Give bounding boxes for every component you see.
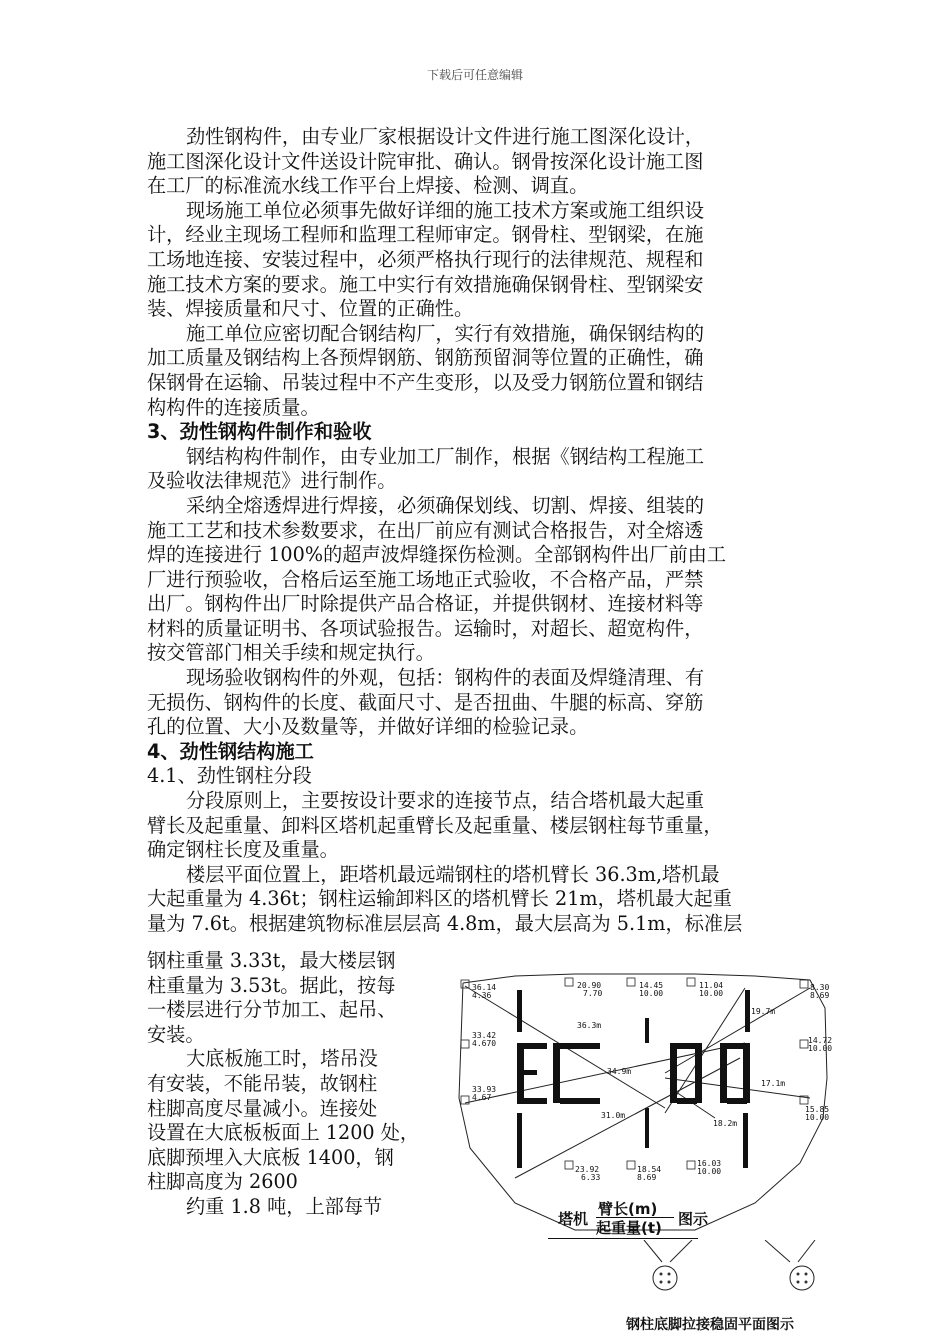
boom-line (665, 988, 810, 1073)
text-line: 柱脚高度尽量减小。连接处 (147, 1096, 378, 1120)
text-line: 大底板施工时，塔吊没 (186, 1047, 378, 1071)
label: 10.00 (639, 989, 664, 998)
label: 6.33 (581, 1173, 601, 1182)
subsection-heading-4-1: 4.1、劲性钢柱分段 (147, 764, 312, 788)
label: 14.45 (639, 981, 664, 990)
legend-suffix: 图示 (678, 1210, 709, 1228)
label: 7.70 (583, 989, 603, 998)
text-line: 及验收法律规范》进行制作。 (147, 469, 397, 493)
text-line: 施工工艺和技术参数要求，在出厂前应有测试合格报告，对全熔透 (147, 518, 704, 542)
boom-line (665, 1078, 810, 1098)
radius-label: 31.0m (601, 1111, 626, 1120)
section-heading-4: 4、劲性钢结构施工 (147, 739, 314, 763)
text-line: 钢结构构件制作，由专业加工厂制作，根据《钢结构工程施工 (186, 444, 705, 468)
label: 10.00 (699, 989, 724, 998)
label: 20.90 (577, 981, 602, 990)
text-line: 现场验收钢构件的外观，包括：钢构件的表面及焊缝清理、有 (186, 666, 705, 690)
label: 18.54 (637, 1165, 662, 1174)
text-line: 采纳全熔透焊进行焊接，必须确保划线、切割、焊接、组装的 (186, 493, 705, 517)
label: 10.00 (697, 1167, 722, 1176)
label: 11.04 (699, 981, 724, 990)
radius-label: 18.2m (713, 1119, 738, 1128)
text-line: 设置在大底板板面上 1200 处， (147, 1121, 420, 1145)
text-line: 构构件的连接质量。 (147, 395, 320, 419)
radius-label: 34.9m (607, 1067, 632, 1076)
boom-line (465, 1043, 745, 1103)
label: 4.36 (472, 991, 492, 1000)
radius-label: 19.7m (751, 1007, 776, 1016)
anchor-caption: 钢柱底脚拉接稳固平面图示 (626, 1317, 794, 1333)
core-walls (517, 990, 750, 1168)
text-line: 在工厂的标准流水线工作平台上焊接、检测、调直。 (147, 174, 589, 198)
text-line: 柱脚高度为 2600 (147, 1170, 298, 1194)
text-line: 施工图深化设计文件送设计院审批、确认。钢骨按深化设计施工图 (147, 149, 704, 173)
section-heading-3: 3、劲性钢构件制作和验收 (147, 420, 372, 444)
text-line: 材料的质量证明书、各项试验报告。运输时，对超长、超宽构件， (147, 616, 704, 640)
text-line: 加工质量及钢结构上各预焊钢筋、钢筋预留洞等位置的正确性，确 (147, 346, 704, 370)
text-line: 现场施工单位必须事先做好详细的施工技术方案或施工组织设 (186, 198, 705, 222)
label: 4.670 (472, 1039, 497, 1048)
radius-label: 17.1m (761, 1079, 786, 1088)
legend-underline (548, 1238, 698, 1239)
text-line: 孔的位置、大小及数量等，并做好详细的检验记录。 (147, 715, 589, 739)
legend-numerator: 臂长(m) (598, 1200, 658, 1218)
label: 15.85 (805, 1105, 830, 1114)
text-line: 一楼层进行分节加工、起吊、 (147, 998, 397, 1022)
text-line: 工场地连接、安装过程中，必须严格执行现行的法律规范、规程和 (147, 247, 704, 271)
text-line: 量为 7.6t。根据建筑物标准层层高 4.8m，最大层高为 5.1m，标准层 (147, 912, 743, 935)
main-text (147, 125, 819, 937)
label: 4.67 (472, 1093, 492, 1102)
text-line: 钢柱重量 3.33t，最大楼层钢 (147, 949, 396, 972)
label: 8.30 (810, 983, 830, 992)
text-line: 焊的连接进行 100%的超声波焊缝探伤检测。全部钢构件出厂前由工 (147, 543, 727, 567)
text-line: 底脚预埋入大底板 1400，钢 (147, 1145, 394, 1169)
text-line: 楼层平面位置上，距塔机最远端钢柱的塔机臂长 36.3m,塔机最 (186, 862, 720, 886)
label: 14.72 (808, 1036, 833, 1045)
label: 8.69 (810, 991, 830, 1000)
text-line: 分段原则上，主要按设计要求的连接节点，结合塔机最大起重 (186, 789, 705, 813)
text-line: 厂进行预验收，合格后运至施工场地正式验收，不合格产品，严禁 (147, 567, 704, 591)
label: 23.92 (575, 1165, 600, 1174)
text-line: 柱重量为 3.53t。据此，按每 (147, 973, 396, 997)
label: 8.69 (637, 1173, 657, 1182)
label: 16.03 (697, 1159, 722, 1168)
text-line: 安装。 (147, 1022, 205, 1046)
text-line: 劲性钢构件，由专业厂家根据设计文件进行施工图深化设计， (186, 125, 705, 148)
text-line: 计，经业主现场工程师和监理工程师审定。钢骨柱、型钢梁，在施 (147, 223, 704, 247)
legend-denominator: 起重量(t) (596, 1219, 662, 1237)
legend-prefix: 塔机 (558, 1210, 589, 1228)
text-line: 臂长及起重量、卸料区塔机起重臂长及起重量、楼层钢柱每节重量， (147, 813, 723, 837)
text-line: 装、焊接质量和尺寸、位置的正确性。 (147, 297, 474, 321)
label: 36.14 (472, 983, 497, 992)
text-line: 施工技术方案的要求。施工中实行有效措施确保钢骨柱、型钢梁安 (147, 272, 704, 296)
text-line: 大起重量为 4.36t；钢柱运输卸料区的塔机臂长 21m，塔机最大起重 (147, 887, 732, 911)
label: 33.42 (472, 1031, 497, 1040)
label: 10.00 (808, 1044, 833, 1053)
narrow-text (147, 949, 457, 1220)
text-line: 约重 1.8 吨，上部每节 (186, 1194, 383, 1218)
text-line: 按交管部门相关手续和规定执行。 (147, 641, 435, 665)
label: 33.93 (472, 1085, 497, 1094)
text-line: 出厂。钢构件出厂时除提供产品合格证，并提供钢材、连接材料等 (147, 592, 704, 616)
text-line: 施工单位应密切配合钢结构厂，实行有效措施，确保钢结构的 (186, 321, 705, 345)
figure-legend (548, 1198, 788, 1243)
text-line: 无损伤、钢构件的长度、截面尺寸、是否扭曲、牛腿的标高、穿筋 (147, 690, 704, 714)
text-line: 保钢骨在运输、吊装过程中不产生变形，以及受力钢筋位置和钢结 (147, 370, 704, 394)
radius-label: 36.3m (577, 1021, 602, 1030)
text-line: 确定钢柱长度及重量。 (147, 838, 339, 862)
label: 10.00 (805, 1113, 830, 1122)
text-line: 有安装，不能吊装，故钢柱 (147, 1071, 378, 1095)
page-header: 下载后可任意编辑 (426, 68, 523, 82)
